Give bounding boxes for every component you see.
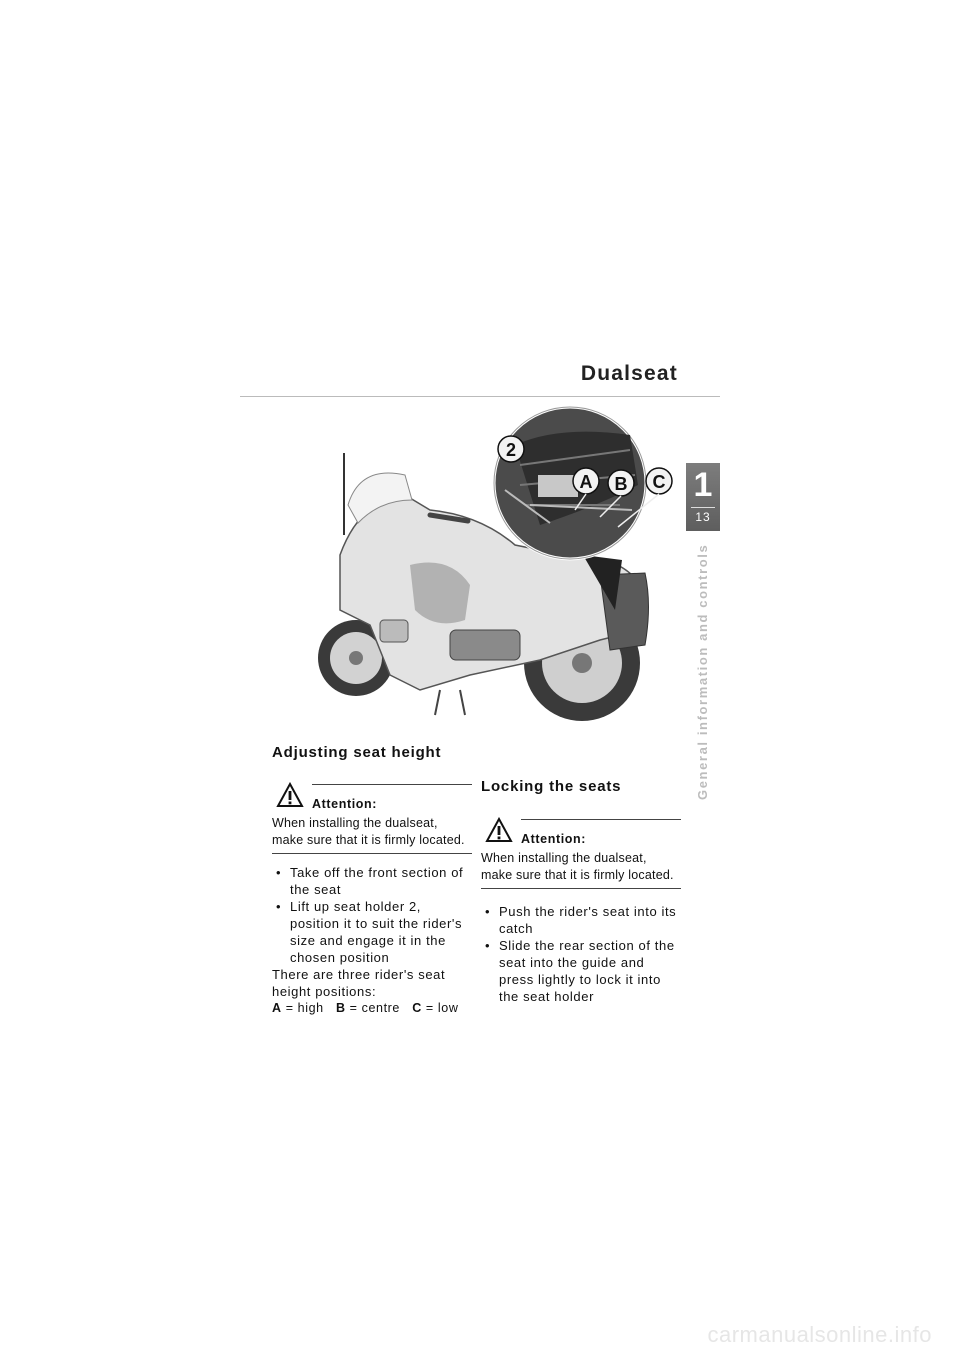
watermark: carmanualsonline.info — [707, 1322, 932, 1347]
chapter-tab — [686, 463, 720, 531]
right-column — [481, 813, 681, 1005]
chapter-side-title: General information and controls — [695, 543, 710, 800]
list-item: • Slide the rear section of the seat into the guide and press lightly to lock it into the seat holder — [481, 937, 681, 1005]
attention-box — [481, 813, 681, 889]
section-title: Dualseat — [580, 362, 678, 385]
header-divider — [240, 396, 720, 397]
heading-locking-the-seats: Locking the seats — [481, 778, 622, 795]
callout-a: A — [579, 472, 593, 492]
callout-c: C — [652, 472, 666, 492]
attention-text: When installing the dualseat, make sure that it is firmly located. — [272, 816, 465, 847]
page-number: 13 — [695, 510, 711, 524]
callout-b: B — [614, 474, 628, 494]
motorcycle-illustration — [300, 405, 690, 735]
positions-legend: A = high B = centre C = low — [272, 1001, 459, 1015]
heading-adjusting-seat-height: Adjusting seat height — [272, 744, 442, 761]
chapter-number: 1 — [693, 466, 713, 504]
tab-divider — [691, 507, 715, 508]
attention-top-rule — [312, 784, 472, 785]
attention-text: When installing the dualseat, make sure that it is firmly located. — [481, 851, 674, 882]
attention-label: Attention: — [521, 832, 587, 846]
list-item: • Push the rider's seat into its catch — [481, 903, 681, 937]
attention-top-rule — [521, 819, 681, 820]
left-column — [272, 778, 472, 1017]
motorcycle-drawing — [300, 405, 690, 735]
instruction-list — [272, 864, 472, 966]
warning-icon — [485, 817, 513, 843]
list-item: • Lift up seat holder 2, position it to suit the rider's size and engage it in the chosen position — [272, 898, 472, 966]
instruction-list — [481, 903, 681, 1005]
attention-label: Attention: — [312, 797, 378, 811]
list-item: • Take off the front section of the seat — [272, 864, 472, 898]
attention-box — [272, 778, 472, 854]
warning-icon — [276, 782, 304, 808]
callout-2: 2 — [505, 440, 517, 460]
positions-intro: There are three rider's seat height positions: — [272, 967, 446, 999]
